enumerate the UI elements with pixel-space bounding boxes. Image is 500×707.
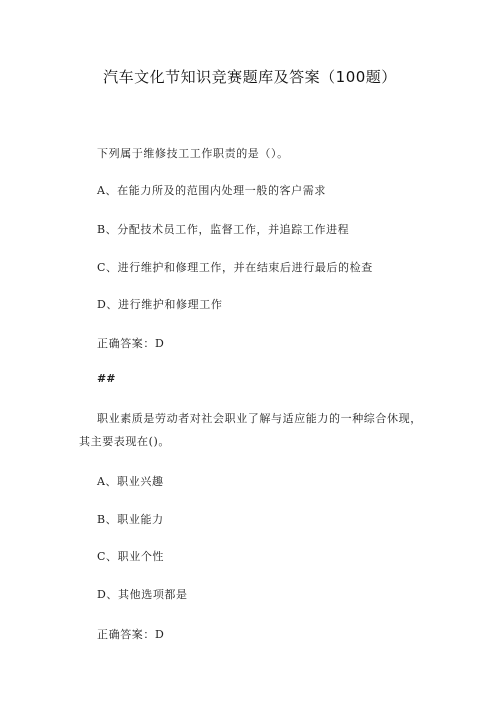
question-1-answer: 正确答案：D — [97, 337, 165, 350]
document-title: 汽车文化节知识竞赛题库及答案（100题） — [103, 68, 397, 86]
question-separator: ## — [97, 372, 116, 385]
question-2-stem-line-1: 职业素质是劳动者对社会职业了解与适应能力的一种综合休现， — [97, 412, 422, 425]
question-2-option-b: B、职业能力 — [97, 513, 164, 526]
question-2-option-a: A、职业兴趣 — [97, 475, 164, 488]
question-2-answer: 正确答案：D — [97, 628, 165, 641]
question-1-option-b: B、分配技术员工作，监督工作，并追踪工作进程 — [97, 223, 350, 236]
question-1-option-a: A、在能力所及的范围内处理一般的客户需求 — [97, 184, 326, 197]
question-2-option-d: D、其他选项都是 — [97, 588, 188, 601]
question-2-option-c: C、职业个性 — [97, 550, 165, 563]
question-1-stem: 下列属于维修技工工作职责的是（）。 — [97, 147, 289, 160]
question-1-option-d: D、进行维护和修理工作 — [97, 298, 223, 311]
question-1-option-c: C、进行维护和修理工作，并在结束后进行最后的检查 — [97, 261, 373, 274]
question-2-stem-line-2: 其主要表现在()。 — [79, 435, 170, 448]
